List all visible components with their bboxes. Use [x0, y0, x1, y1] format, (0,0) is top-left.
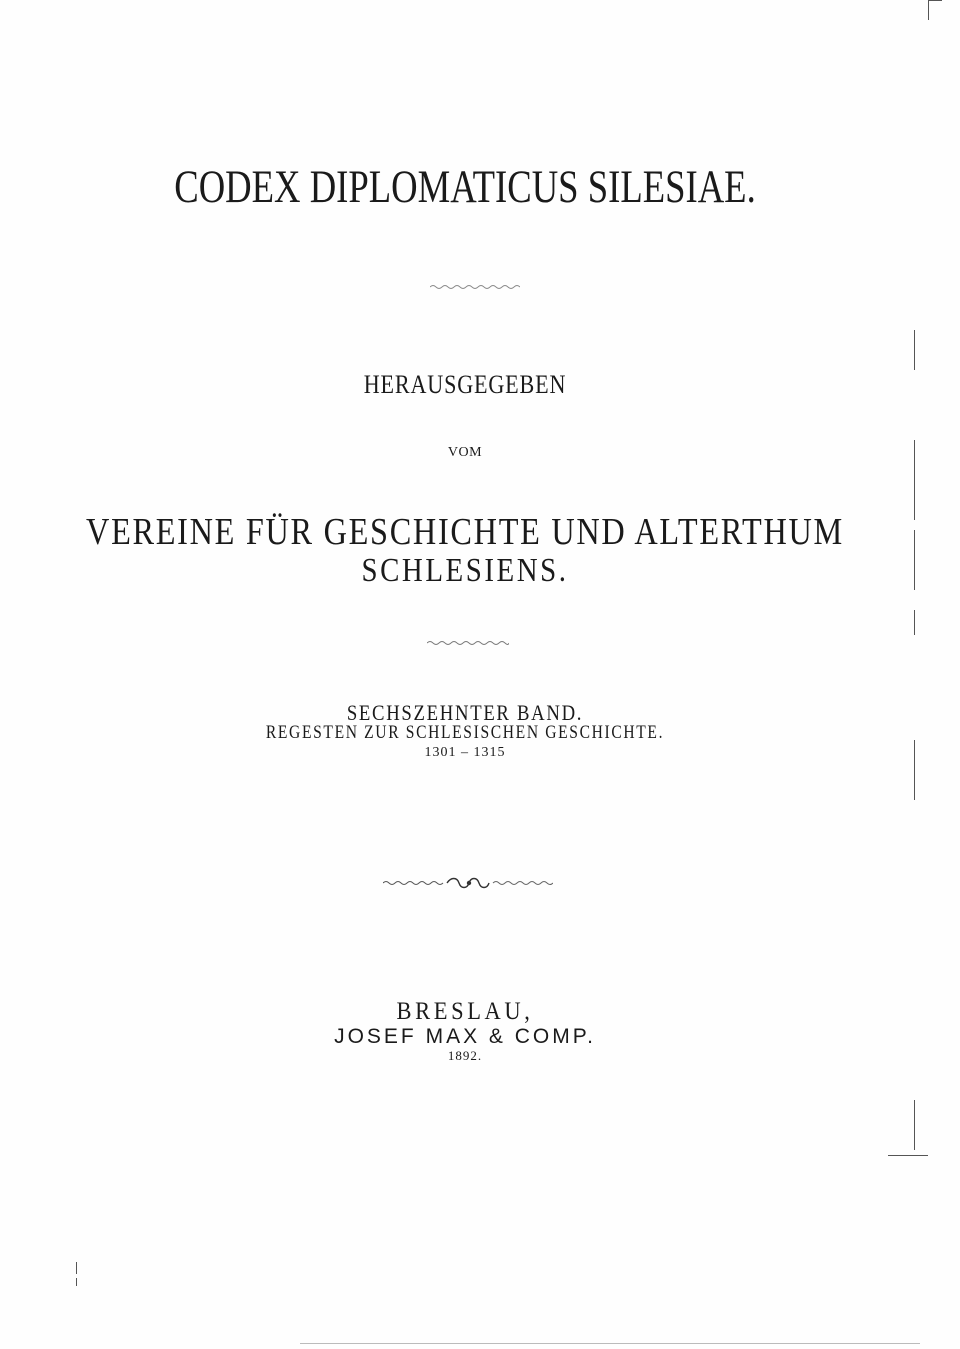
publisher-name: JOSEF MAX & COMP.: [334, 1025, 596, 1048]
scan-edge-mark: [914, 740, 915, 800]
book-title: CODEX DIPLOMATICUS SILESIAE.: [174, 161, 756, 213]
scan-edge-mark: [928, 0, 929, 20]
year-range: 1301 – 1315: [424, 745, 506, 760]
decorative-rule-top: [430, 282, 520, 290]
scan-edge-mark: [914, 530, 915, 590]
society-name-line2: SCHLESIENS.: [361, 552, 569, 589]
ornament-divider: [383, 874, 553, 892]
scan-edge-mark: [914, 330, 915, 370]
vom-label: VOM: [447, 445, 483, 460]
scan-edge-mark: [76, 1262, 77, 1274]
scan-edge-mark: [928, 0, 942, 1]
scan-edge-mark: [914, 1100, 915, 1150]
scan-edge-mark: [300, 1343, 920, 1344]
scan-edge-mark: [914, 610, 915, 635]
volume-subtitle: REGESTEN ZUR SCHLESISCHEN GESCHICHTE.: [265, 722, 665, 743]
society-name-line1: VEREINE FÜR GESCHICHTE UND ALTERTHUM: [86, 511, 844, 553]
scan-edge-mark: [888, 1155, 928, 1156]
scan-edge-mark: [76, 1278, 77, 1286]
decorative-rule-middle: [427, 638, 509, 646]
volume-label: SECHSZEHNTER BAND.: [346, 700, 584, 725]
publication-year: 1892.: [447, 1048, 483, 1063]
publication-place: BRESLAU,: [396, 998, 534, 1025]
scan-edge-mark: [914, 440, 915, 520]
edited-by-label: HERAUSGEGEBEN: [363, 370, 567, 399]
